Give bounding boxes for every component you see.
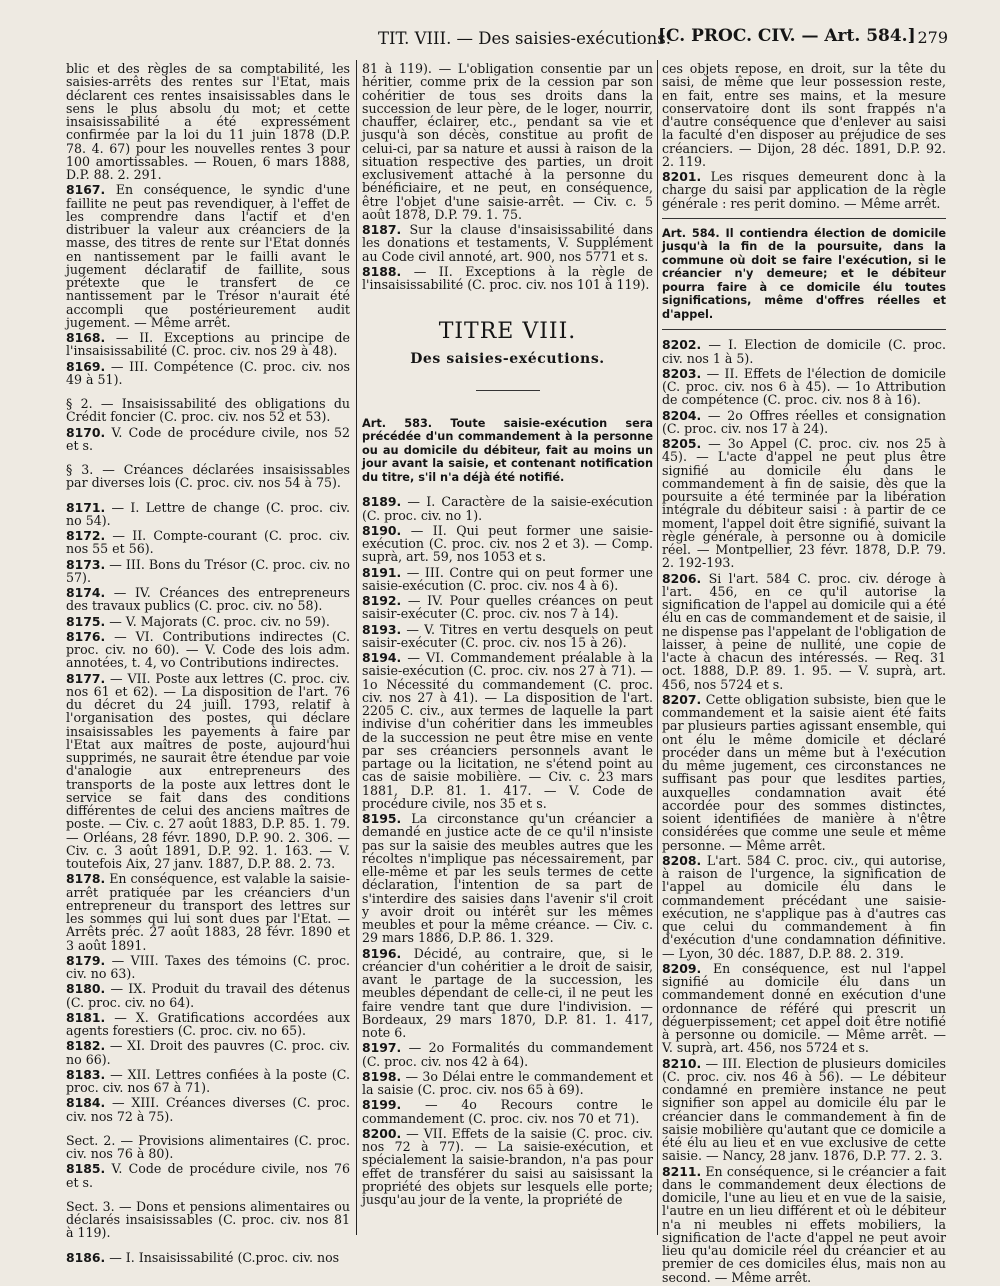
entry-number: 8179. [66,952,106,968]
entry-8184: 8184. — XIII. Créances diverses (C. proc. civ. nos 72 à 75). [66,1095,350,1124]
column-divider-left [356,60,357,1235]
article-583-text: Art. 583. Toute saisie-exécution sera précédée d'un commandement à la personne ou au domicile du débiteur, fait au moins un jour avant la saisie, et contenant notification du titre, s'il n'a déjà été notifié. [362,416,653,484]
entry-number: 8184. [66,1095,106,1111]
entry-8209: 8209. En conséquence, est nul l'appel signifié au domicile élu dans un commandement donné en exécution d'une ordonnance de référé qui prescrit un déguerpissement; cet appel doit être notifié à personne ou domicile. — Même arrêt. — V. suprà, art. 456, nos 5724 et s. [662,960,946,1056]
entry-8200: 8200. — VII. Effets de la saisie (C. proc. civ. nos 72 à 77). — La saisie-exécution, et spécialement la saisie-brandon, n'a pas pour effet de transférer du saisi au saisissant la propriété des objets sur lesquels elle porte; jusqu'au jour de la vente, la propriété de [362,1125,653,1207]
entry-number: 8211. [662,1163,702,1179]
entry-number: 8192. [362,593,402,608]
entry-8204: 8204. — 2o Offres réelles et consignation (C. proc. civ. nos 17 à 24). [662,407,946,436]
entry-8173: 8173. — III. Bons du Trésor (C. proc. civ. no 57). [66,556,350,585]
entry-8167: 8167. En conséquence, le syndic d'une faillite ne peut pas revendiquer, à l'effet de les comprendre dans l'actif et d'en distribuer la valeur aux créanciers de la masse, des titres de rente sur l'Etat donnés en nantissement par le failli avant le jugement déclaratif de faillite, sous prétexte que le transfert de ce nantissement par le Trésor n'aurait été accompli que postérieurement audit jugement. — Même arrêt. [66,182,350,330]
entry-8202: 8202. — I. Election de domicile (C. proc. civ. nos 1 à 5). [662,337,946,366]
entry-8182: 8182. — XI. Droit des pauvres (C. proc. civ. no 66). [66,1038,350,1067]
entry-number: 8170. [66,424,106,440]
entry-number: 8186. [66,1249,106,1265]
entry-number: 8210. [662,1055,702,1071]
entry-8186: 8186. — I. Insaisissabilité (C.proc. civ. nos [66,1249,340,1265]
section-heading-2: § 2. — Insaisissabilité des obligations du Crédit foncier (C. proc. civ. nos 52 et 53). [66,396,350,425]
entry-8190: 8190. — II. Qui peut former une saisie-exécution (C. proc. civ. nos 2 et 3). — Comp. suprà, art. 59, nos 1053 et s. [362,522,653,565]
entry-8206: 8206. Si l'art. 584 C. proc. civ. déroge à l'art. 456, en ce qu'il autorise la signification de l'appel au domicile qui a été élu en cas de commandement et de saisie, il ne dispense pas l'appelant de l'obligation de laisser, à peine de nullité, une copie de l'acte à chacun des intéressés. — Req. 31 oct. 1888, D.P. 89. 1. 95. — V. suprà, art. 456, nos 5724 et s. [662,570,946,692]
title-subheading: Des saisies-exécutions. [410,350,605,367]
paragraph-continued: 81 à 119). — L'obligation consentie par un héritier, comme prix de la cession par son cohéritier de tous ses droits dans la succession de leur père, de le loger, nourrir, chauffer, éclairer, etc., pendant sa vie et jusqu'à son décès, constitue au profit de celui-ci, par sa nature et aussi à raison de la situation respective des parties, un droit exclusivement attaché à la personne du bénéficiaire, et ne peut, en conséquence, être l'objet d'une saisie-arrêt. — Civ. c. 5 août 1878, D.P. 79. 1. 75. [362,61,653,222]
entry-number: 8171. [66,499,106,515]
entry-number: 8174. [66,585,106,600]
entry-8192: 8192. — IV. Pour quelles créances on peut saisir-exécuter (C. proc. civ. nos 7 à 14). [362,593,653,622]
column-right [662,62,946,1286]
title-heading: TITRE VIII. [438,319,577,345]
entry-number: 8197. [362,1040,402,1056]
entry-number: 8196. [362,945,402,961]
entry-number: 8207. [662,691,702,707]
short-divider [476,390,540,391]
entry-8207: 8207. Cette obligation subsiste, bien que le commandement et la saisie aient été faits par plusieurs parties agissant ensemble, qui ont élu le même domicile et déclaré procéder dans un même but à l'exécution du même jugement, ces circonstances ne suffisant pas pour que lesdites parties, auxquelles condamnation avait été accordée pour des sommes distinctes, soient identifiées de manière à n'être considérées que comme une seule et même personne. — Même arrêt. [662,691,946,853]
entry-number: 8168. [66,330,106,345]
entry-8178: 8178. En conséquence, est valable la saisie-arrêt pratiquée par les créanciers d'un entrepreneur du transport des lettres sur les sommes qui lui sont dues par l'Etat. — Arrêts préc. 27 août 1883, 28 févr. 1890 et 3 août 1891. [66,871,350,953]
entry-number: 8187. [362,222,402,237]
entry-8185: 8185. V. Code de procédure civile, nos 76 et s. [66,1161,350,1190]
entry-number: 8209. [662,960,702,976]
entry-8183: 8183. — XII. Lettres confiées à la poste (C. proc. civ. nos 67 à 71). [66,1066,350,1095]
article-separator [662,329,946,330]
entry-number: 8167. [66,182,106,198]
section-3-heading: Sect. 3. — Dons et pensions alimentaires ou déclarés insaisissables (C. proc. civ. nos 81 à 119). [66,1198,350,1241]
entry-8188: 8188. — II. Exceptions à la règle de l'insaisissabilité (C. proc. civ. nos 101 à 119). [362,263,653,292]
column-middle [362,62,653,1208]
entry-number: 8188. [362,263,402,279]
entry-8198: 8198. — 3o Délai entre le commandement et la saisie (C. proc. civ. nos 65 à 69). [362,1068,653,1097]
entry-8181: 8181. — X. Gratifications accordées aux agents forestiers (C. proc. civ. no 65). [66,1009,350,1038]
entry-8189: 8189. — I. Caractère de la saisie-exécution (C. proc. civ. no 1). [362,494,653,523]
entry-number: 8205. [662,436,702,451]
entry-number: 8194. [362,650,402,665]
entry-number: 8202. [662,337,702,353]
entry-number: 8182. [66,1038,106,1054]
entry-8175: 8175. — V. Majorats (C. proc. civ. no 59). [66,613,330,629]
entry-number: 8206. [662,570,702,586]
paragraph-continued: blic et des règles de sa comptabilité, les saisies-arrêts des rentes sur l'Etat, mais déclarent ces rentes insaisissables dans le sens le plus absolu du mot; et cette insaisissabilité a été expressément confirmée par la loi du 11 juin 1878 (D.P. 78. 4. 67) pour les nouvelles rentes 3 pour 100 amortissables. — Rouen, 6 mars 1888, D.P. 88. 2. 291. [66,61,350,182]
entry-8170: 8170. V. Code de procédure civile, nos 52 et s. [66,424,350,453]
section-heading-3: § 3. — Créances déclarées insaisissables par diverses lois (C. proc. civ. nos 54 à 75). [66,462,350,491]
paragraph-continued: ces objets repose, en droit, sur la tête du saisi, de même que leur possession reste, en fait, entre ses mains, et la mesure conservatoire dont ils sont frappés n'a d'autre conséquence que d'enlever au saisi la faculté d'en disposer au préjudice de ses créanciers. — Dijon, 28 déc. 1891, D.P. 92. 2. 119. [662,61,946,169]
entry-8196: 8196. Décidé, au contraire, que, si le créancier d'un cohéritier a le droit de saisir, avant le partage de la succession, les meubles dépendant de celle-ci, il ne peut les faire vendre tant que dure l'indivision. — Bordeaux, 29 mars 1870, D.P. 81. 1. 417, note 6. [362,945,653,1040]
page-number: 279 [917,28,948,47]
entry-number: 8191. [362,564,402,580]
running-header [378,26,978,52]
entry-8180: 8180. — IX. Produit du travail des détenus (C. proc. civ. no 64). [66,981,350,1010]
entry-number: 8198. [362,1068,402,1084]
entry-number: 8175. [66,613,106,629]
entry-number: 8181. [66,1009,106,1025]
entry-8169: 8169. — III. Compétence (C. proc. civ. nos 49 à 51). [66,358,350,387]
article-584-text: Art. 584. Il contiendra élection de domicile jusqu'à la fin de la poursuite, dans la commune où doit se faire l'exécution, si le créancier n'y demeure; et le débiteur pourra faire à ce domicile élu toutes significations, même d'offres réelles et d'appel. [662,226,946,321]
entry-number: 8208. [662,852,702,868]
entry-8205: 8205. — 3o Appel (C. proc. civ. nos 25 à 45). — L'acte d'appel ne peut plus être signifié au domicile élu dans le commandement à fin de saisie, dès que la poursuite a été terminée par la libération intégrale du débiteur saisi : à partir de ce moment, l'appel doit être signifié, suivant la règle générale, à personne ou à domicile réel. — Montpellier, 23 févr. 1878, D.P. 79. 2. 192-193. [662,436,946,571]
entry-8203: 8203. — II. Effets de l'élection de domicile (C. proc. civ. nos 6 à 45). — 1o Attribution de compétence (C. proc. civ. nos 8 à 16). [662,365,946,408]
entry-8211: 8211. En conséquence, si le créancier a fait dans le commandement deux élections de domicile, l'une au lieu et en vue de la saisie, l'autre en un lieu différent et où le débiteur n'a ni meubles ni effets mobiliers, la signification de l'acte d'appel ne peut avoir lieu qu'au domicile réel du créancier et au premier de ces domiciles élus, mais non au second. — Même arrêt. [662,1163,946,1285]
entry-number: 8199. [362,1097,402,1113]
entry-number: 8172. [66,528,106,543]
entry-8168: 8168. — II. Exceptions au principe de l'insaisissabilité (C. proc. civ. nos 29 à 48). [66,330,350,359]
entry-number: 8176. [66,628,106,644]
running-title: TIT. VIII. — Des saisies-exécutions. [378,29,672,48]
entry-number: 8190. [362,522,402,538]
entry-number: 8204. [662,407,702,423]
entry-8193: 8193. — V. Titres en vertu desquels on peut saisir-exécuter (C. proc. civ. nos 15 à 26). [362,621,653,650]
entry-number: 8200. [362,1125,402,1141]
entry-number: 8201. [662,169,702,184]
entry-8197: 8197. — 2o Formalités du commandement (C. proc. civ. nos 42 à 64). [362,1040,653,1069]
entry-8194: 8194. — VI. Commandement préalable à la saisie-exécution (C. proc. civ. nos 27 à 71). — 1o Nécessité du commandement (C. proc. civ. nos 27 à 41). — La disposition de l'art. 2205 C. civ., aux termes de laquelle la part indivise d'un cohéritier dans les immeubles de la succession ne peut être mise en vente par ses créanciers personnels avant le partage ou la licitation, ne s'étend point au cas de saisie mobilière. — Civ. c. 23 mars 1881, D.P. 81. 1. 417. — V. Code de procédure civile, nos 35 et s. [362,650,653,811]
entry-number: 8183. [66,1066,106,1082]
entry-8176: 8176. — VI. Contributions indirectes (C. proc. civ. no 60). — V. Code des lois adm. annotées, t. 4, vo Contributions indirectes. [66,628,350,671]
entry-number: 8178. [66,871,106,887]
entry-number: 8195. [362,811,402,826]
entry-number: 8185. [66,1161,106,1177]
entry-8195: 8195. La circonstance qu'un créancier a demandé en justice acte de ce qu'il n'insiste pas sur la saisie des meubles autres que les récoltes n'implique pas nécessairement, par elle-même et par les seuls termes de cette déclaration, l'intention de sa part de s'interdire des saisies dans l'avenir s'il croit y avoir droit ou intérêt sur les mêmes meubles et pour la même créance. — Civ. c. 29 mars 1886, D.P. 86. 1. 329. [362,811,653,946]
article-reference: [C. PROC. CIV. — Art. 584.] [658,26,916,46]
entry-8201: 8201. Les risques demeurent donc à la charge du saisi par application de la règle générale : res perit domino. — Même arrêt. [662,169,946,211]
entry-8191: 8191. — III. Contre qui on peut former une saisie-exécution (C. proc. civ. nos 4 à 6). [362,564,653,593]
entry-number: 8173. [66,556,106,572]
entry-number: 8203. [662,365,702,381]
entry-8179: 8179. — VIII. Taxes des témoins (C. proc. civ. no 63). [66,952,350,981]
entry-8208: 8208. L'art. 584 C. proc. civ., qui autorise, à raison de l'urgence, la signification de l'appel au domicile élu dans le commandement précédant une saisie-exécution, ne s'applique pas à d'autres cas que celui du commandement à fin d'exécution d'une condamnation définitive. — Lyon, 30 déc. 1887, D.P. 88. 2. 319. [662,852,946,961]
entry-number: 8189. [362,494,402,510]
entry-number: 8177. [66,670,106,686]
entry-8172: 8172. — II. Compte-courant (C. proc. civ. nos 55 et 56). [66,528,350,557]
entry-number: 8193. [362,621,402,637]
column-left [66,62,350,1266]
entry-number: 8180. [66,981,106,997]
article-separator [662,218,946,219]
entry-8171: 8171. — I. Lettre de change (C. proc. civ. no 54). [66,499,350,528]
entry-number: 8169. [66,358,106,374]
entry-8199: 8199. — 4o Recours contre le commandement (C. proc. civ. nos 70 et 71). [362,1097,653,1126]
entry-8174: 8174. — IV. Créances des entrepreneurs des travaux publics (C. proc. civ. no 58). [66,585,350,614]
entry-8177: 8177. — VII. Poste aux lettres (C. proc. civ. nos 61 et 62). — La disposition de l'art. 76 du décret du 24 juill. 1793, relatif à l'organisation des postes, qui déclare insaisissables les payements à faire par l'Etat aux maîtres de poste, aujourd'hui supprimés, ne saurait être étendue par voie d'analogie aux entrepreneurs des transports de la poste aux lettres dont le service se fait dans des conditions différentes de celui des anciens maîtres de poste. — Civ. c. 27 août 1883, D.P. 85. 1. 79. — Orléans, 28 févr. 1890, D.P. 90. 2. 306. — Civ. c. 3 août 1891, D.P. 92. 1. 163. — V. toutefois Aix, 27 janv. 1887, D.P. 88. 2. 73. [66,670,350,871]
entry-8210: 8210. — III. Election de plusieurs domiciles (C. proc. civ. nos 46 à 56). — Le débiteur condamné en première instance ne peut signifier son appel au domicile élu par le créancier dans le commandement à fin de saisie mobilière qu'autant que ce domicile a été élu au lieu et en vue exclusive de cette saisie. — Nancy, 28 janv. 1876, D.P. 77. 2. 3. [662,1055,946,1164]
entry-8187: 8187. Sur la clause d'insaisissabilité dans les donations et testaments, V. Supplément au Code civil annoté, art. 900, nos 5771 et s. [362,222,653,264]
section-2-heading: Sect. 2. — Provisions alimentaires (C. proc. civ. nos 76 à 80). [66,1132,350,1161]
column-divider-right [657,60,658,1235]
